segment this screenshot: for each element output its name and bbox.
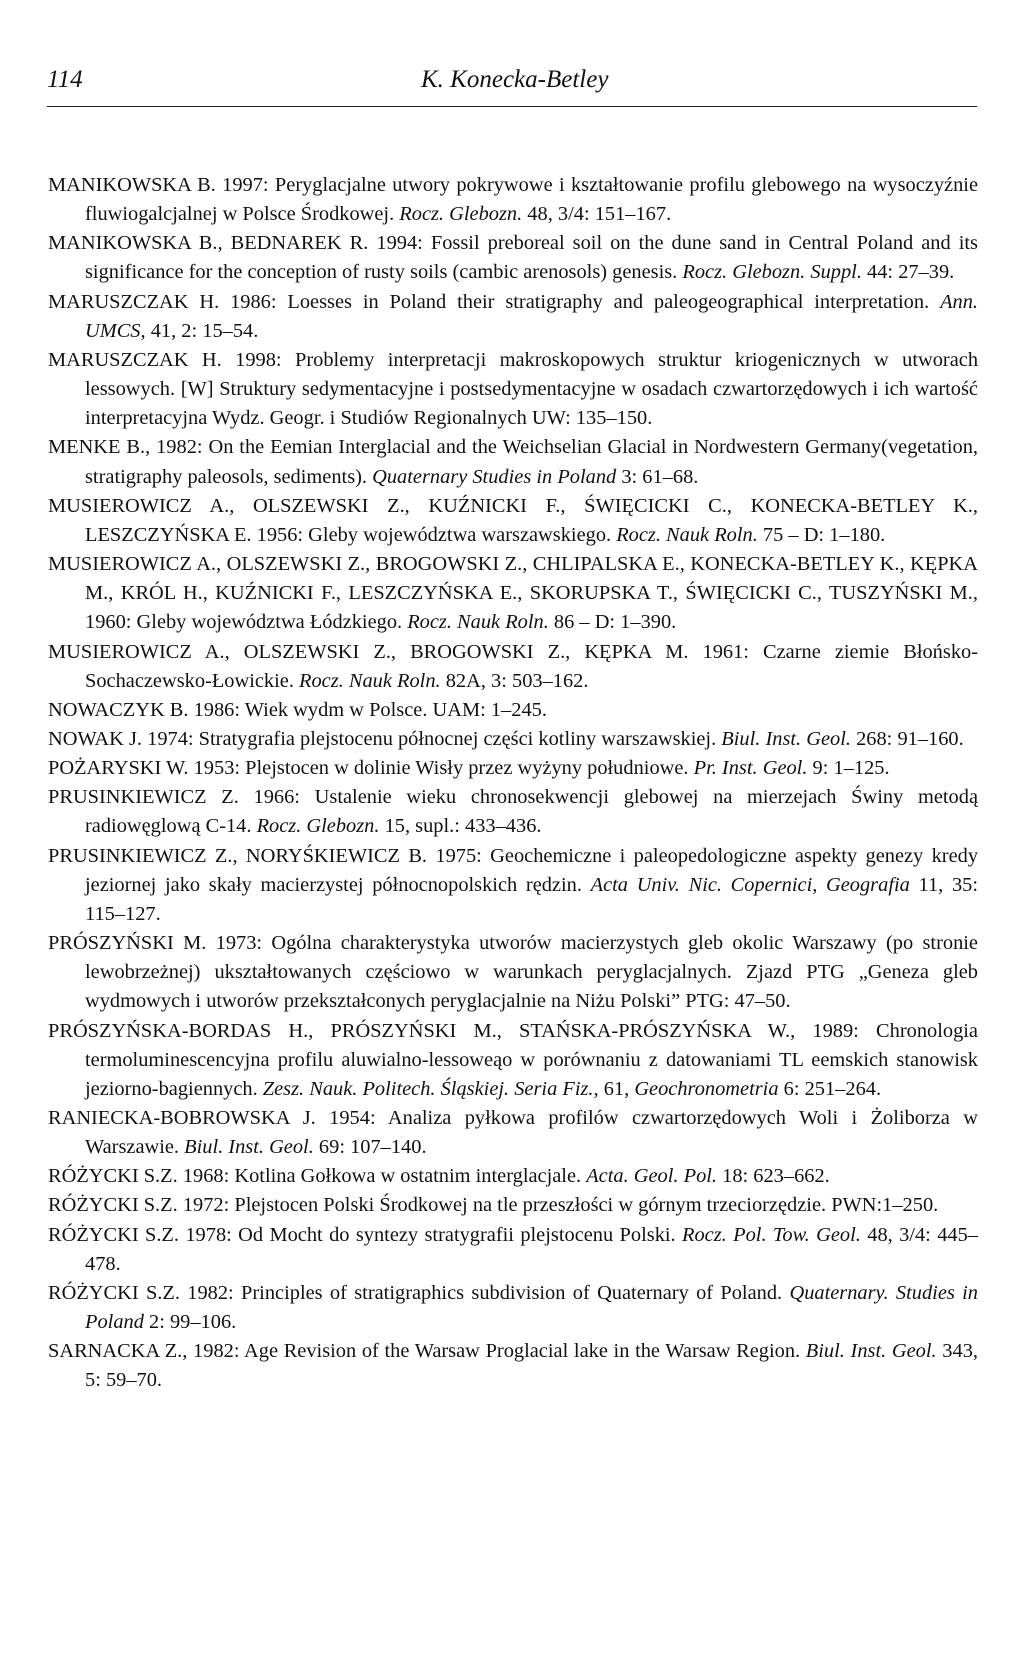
reference-entry (48, 433, 978, 491)
reference-entry (48, 1104, 978, 1162)
reference-authors: MUSIEROWICZ A., OLSZEWSKI Z., BROGOWSKI Z., KĘPKA M. (48, 640, 689, 663)
reference-entry (48, 638, 978, 696)
reference-title: Plejstocen Polski Środkowej na tle przeszłości w górnym trzeciorzędzie. PWN:1–250. (229, 1194, 939, 1217)
reference-title: Peryglacjalne utwory pokrywowe i kształtowanie profilu glebowego na wysoczyźnie fluwiogalcjalnej w Polsce Środkowej. (85, 174, 978, 226)
reference-journal: Rocz. Nauk Roln. (299, 669, 441, 692)
reference-journal: Quaternary Studies in Poland (372, 465, 617, 488)
reference-entry (48, 229, 978, 287)
reference-title: Fossil preboreal soil on the dune sand in Central Poland and its significance for the conception of rusty soils (cambic arenosols) genesis. (85, 232, 978, 284)
reference-authors: MANIKOWSKA B., BEDNAREK R. (48, 232, 369, 255)
reference-authors: POŻARYSKI W. (48, 757, 189, 780)
reference-entry (48, 1017, 978, 1104)
reference-entry (48, 1337, 978, 1395)
reference-journal: Rocz. Glebozn. (399, 203, 523, 226)
reference-title: Gleby województwa warszawskiego. (303, 523, 617, 546)
reference-entry (48, 725, 978, 754)
reference-title: Problemy interpretacji makroskopowych struktur kriogenicznych w utworach lessowych. [W] Struktury sedymentacyjne i postsedymentacyjne w osadach czwartorzędowych i ich wartość interpretacyjna Wydz. Geogr. i Studiów Regionalnych UW: 135–150. (85, 348, 979, 430)
reference-title: Geochemiczne i paleopedologiczne aspekty genezy kredy jeziornej jako skały macierzystej północnopolskich rędzin. (85, 844, 979, 896)
reference-title: Age Revision of the Warsaw Proglacial lake in the Warsaw Region. (239, 1340, 806, 1363)
reference-authors: PRÓSZYŃSKA-BORDAS H., PRÓSZYŃSKI M., STAŃSKA-PRÓSZYŃSKA W. (48, 1019, 791, 1042)
reference-title: Plejstocen w dolinie Wisły przez wyżyny południowe. (240, 757, 694, 780)
reference-authors: PRÓSZYŃSKI M. (48, 932, 207, 955)
reference-year: 1986: (219, 290, 277, 313)
reference-title: Ustalenie wieku chronosekwencji glebowej na mierzejach Świny metodą radiowęglową C-14. (85, 786, 978, 838)
reference-year: 1966: (238, 786, 300, 809)
reference-details: 82A, 3: 503–162. (440, 669, 589, 692)
reference-entry (48, 1162, 978, 1191)
reference-details: 3: 61–68. (616, 465, 699, 488)
reference-details: 48, 3/4: 151–167. (522, 203, 672, 226)
reference-year: 1968: (177, 1165, 230, 1188)
reference-year: 1975: (427, 844, 482, 867)
reference-authors: RANIECKA-BOBROWSKA J. (48, 1107, 316, 1129)
reference-year: 1994: (368, 232, 423, 255)
reference-year: 1986: (188, 698, 241, 721)
reference-entry (48, 492, 978, 550)
reference-details: 75 – D: 1–180. (757, 523, 886, 546)
reference-title: Analiza pyłkowa profilów czwartorzędowych Woli i Żoliborza w Warszawie. (85, 1107, 978, 1159)
reference-authors: MENKE B. (48, 436, 146, 459)
reference-authors: RÓŻYCKI S.Z. (48, 1194, 178, 1217)
page-number: 114 (47, 66, 83, 93)
reference-year: 1973: (206, 932, 263, 955)
reference-authors: MARUSZCZAK H. (48, 290, 220, 313)
reference-details: 86 – D: 1–390. (548, 611, 677, 634)
reference-authors: NOWACZYK B. (48, 698, 189, 721)
reference-title: Stratygrafia plejstocenu północnej części kotliny warszawskiej. (193, 727, 722, 750)
reference-year: 1982: (179, 1281, 234, 1304)
reference-journal: Rocz. Pol. Tow. Geol. (682, 1223, 861, 1246)
reference-journal: Rocz. Nauk Roln. (616, 523, 758, 546)
reference-title: Kotlina Gołkowa w ostatnim interglacjale. (229, 1165, 587, 1188)
reference-journal: Acta Univ. Nic. Copernici, Geografia (590, 873, 910, 896)
reference-entry (48, 929, 978, 1016)
reference-journal: Quaternary. Studies in Poland (85, 1281, 978, 1334)
reference-journal: Biul. Inst. Geol. (184, 1136, 314, 1159)
reference-details: 44: 27–39. (861, 261, 955, 284)
reference-authors: SARNACKA Z. (48, 1340, 183, 1363)
reference-details: 48, 3/4: 445–478. (85, 1223, 978, 1275)
reference-entry (48, 783, 978, 841)
reference-title: Wiek wydm w Polsce. UAM: 1–245. (240, 698, 547, 721)
reference-details: 69: 107–140. (313, 1136, 427, 1159)
reference-year: , 1982: (182, 1340, 240, 1363)
reference-journal: Pr. Inst. Geol. (693, 757, 808, 780)
reference-journal: Rocz. Nauk Roln. (407, 611, 549, 634)
reference-authors: MUSIEROWICZ A., OLSZEWSKI Z., BROGOWSKI Z., CHLIPALSKA E., KONECKA-BETLEY K., KĘPKA M., KRÓL H., KUŹNICKI F., LESZCZYŃSKA E., SKORUPSKA T., ŚWIĘCICKI C., TUSZYŃSKI M. (48, 553, 978, 605)
reference-authors: MARUSZCZAK H. (48, 348, 222, 371)
reference-entry (48, 550, 978, 637)
reference-entry (48, 1221, 978, 1279)
reference-year: 1953: (188, 757, 241, 780)
reference-year: 1998: (221, 348, 282, 371)
reference-journal: Ann. UMCS, (85, 290, 979, 342)
reference-title: Principles of stratigraphics subdivision of Quaternary of Poland. (233, 1281, 790, 1304)
reference-authors: MUSIEROWICZ A., OLSZEWSKI Z., KUŹNICKI F., ŚWIĘCICKI C., KONECKA-BETLEY K., LESZCZYŃSKA E. (48, 494, 978, 546)
reference-title: Czarne ziemie Błońsko-Sochaczewsko-Łowickie. (85, 640, 978, 692)
reference-journal: Biul. Inst. Geol. (805, 1340, 937, 1363)
reference-year: 1954: (315, 1107, 376, 1129)
reference-details: 61, (603, 1077, 635, 1100)
reference-details: 41, 2: 15–54. (145, 319, 259, 342)
reference-details: 2: 99–106. (143, 1311, 237, 1334)
reference-entry (48, 1191, 978, 1220)
reference-entry (48, 171, 978, 229)
reference-year: 1961: (688, 640, 749, 663)
reference-journal: Acta. Geol. Pol. (586, 1165, 718, 1188)
running-header (47, 62, 977, 107)
reference-journal: Rocz. Glebozn. (256, 815, 380, 838)
running-author: K. Konecka-Betley (421, 66, 609, 93)
reference-journal: Biul. Inst. Geol. (721, 727, 851, 750)
reference-authors: MANIKOWSKA B. (48, 174, 216, 196)
reference-year: 1974: (142, 727, 194, 750)
reference-details: 15, supl.: 433–436. (379, 815, 542, 838)
reference-details: 18: 623–662. (717, 1165, 830, 1188)
reference-year: 1956: (251, 523, 304, 546)
reference-journal: Zesz. Nauk. Politech. Śląskiej. Seria Fiz., (262, 1077, 604, 1100)
reference-title: Gleby województwa Łódzkiego. (131, 611, 408, 634)
reference-authors: RÓŻYCKI S.Z. (48, 1281, 180, 1304)
reference-list (48, 171, 978, 1396)
reference-entry (48, 842, 978, 929)
reference-journal: Rocz. Glebozn. Suppl. (682, 261, 862, 284)
reference-year: , 1989: (790, 1019, 859, 1042)
reference-title: On the Eemian Interglacial and the Weichselian Glacial in Nordwestern Germany(vegetation, stratigraphy paleosols, sediments). (85, 436, 978, 488)
reference-entry (48, 288, 978, 346)
reference-details-series: 6: 251–264. (778, 1077, 882, 1100)
reference-details: 11, 35: 115–127. (85, 873, 978, 925)
reference-details: 9: 1–125. (807, 757, 890, 780)
reference-year: 1997: (215, 174, 269, 196)
reference-entry (48, 1279, 978, 1337)
reference-authors: PRUSINKIEWICZ Z. (48, 786, 239, 809)
reference-title: Chronologia termoluminescencyjna profilu aluwialno-lessoweąo w porównaniu z datowaniami TL eemskich stanowisk jeziorno-bagiennych. (85, 1019, 978, 1100)
reference-title: Od Mocht do syntezy stratygrafii plejstocenu Polski. (231, 1223, 683, 1246)
reference-details: 268: 91–160. (851, 727, 964, 750)
reference-entry (48, 754, 978, 783)
reference-year: 1972: (177, 1194, 230, 1217)
reference-entry (48, 346, 978, 433)
reference-authors: PRUSINKIEWICZ Z., NORYŚKIEWICZ B. (48, 844, 428, 867)
reference-year: , 1982: (145, 436, 203, 459)
reference-authors: RÓŻYCKI S.Z. (48, 1165, 178, 1188)
reference-entry (48, 696, 978, 725)
reference-journal-series: Geochronometria (634, 1077, 779, 1100)
reference-year: 1978: (178, 1223, 232, 1246)
reference-authors: RÓŻYCKI S.Z. (48, 1223, 179, 1246)
reference-details: 343, 5: 59–70. (85, 1340, 978, 1392)
reference-title: Loesses in Poland their stratigraphy and paleogeographical interpretation. (276, 290, 941, 313)
reference-title: Ogólna charakterystyka utworów macierzystych gleb okolic Warszawy (po stronie lewobrzeżnej) ukształtowanych częściowo w warunkach peryglacjalnych. Zjazd PTG „Geneza gleb wydmowych i utworów przekształconych peryglacjalnie na Niżu Polski” PTG: 47–50. (85, 932, 978, 1013)
reference-authors: NOWAK J. (48, 727, 143, 750)
reference-year: , 1960: (85, 582, 978, 634)
